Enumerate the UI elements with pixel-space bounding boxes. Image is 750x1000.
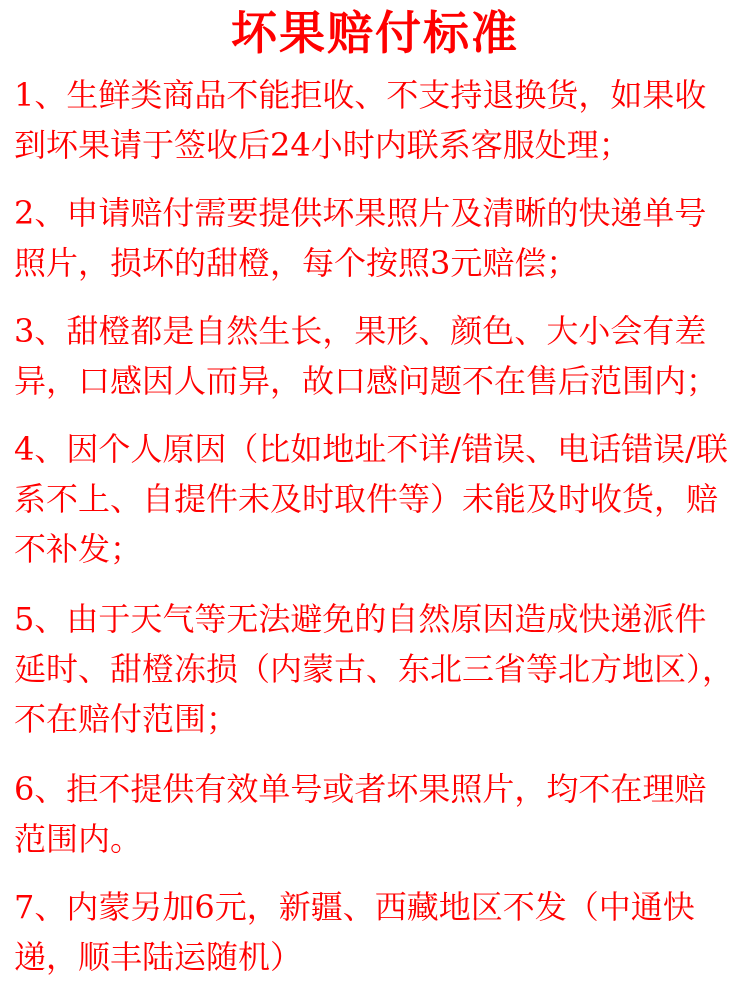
page-title: 坏果赔付标准 <box>231 6 519 60</box>
rule-item-3: 3、甜橙都是自然生长，果形、颜色、大小会有差异，口感因人而异，故口感问题不在售后范围内； <box>14 312 719 400</box>
rule-item-2: 2、申请赔付需要提供坏果照片及清晰的快递单号照片，损坏的甜橙，每个按照3元赔偿； <box>14 194 707 282</box>
rule-item-5: 5、由于天气等无法避免的自然原因造成快递派件延时、甜橙冻损（内蒙古、东北三省等北方地区），不在赔付范围； <box>14 600 735 738</box>
rule-item-4: 4、因个人原因（比如地址不详/错误、电话错误/联系不上、自提件未及时取件等）未能及时收货，赔不补发； <box>14 430 728 568</box>
rule-item-6: 6、拒不提供有效单号或者坏果照片，均不在理赔范围内。 <box>14 770 707 858</box>
rule-item-1: 1、生鲜类商品不能拒收、不支持退换货，如果收到坏果请于签收后24小时内联系客服处理； <box>14 76 707 164</box>
rule-item-7: 7、内蒙另加6元，新疆、西藏地区不发（中通快递，顺丰陆运随机） <box>14 888 695 976</box>
